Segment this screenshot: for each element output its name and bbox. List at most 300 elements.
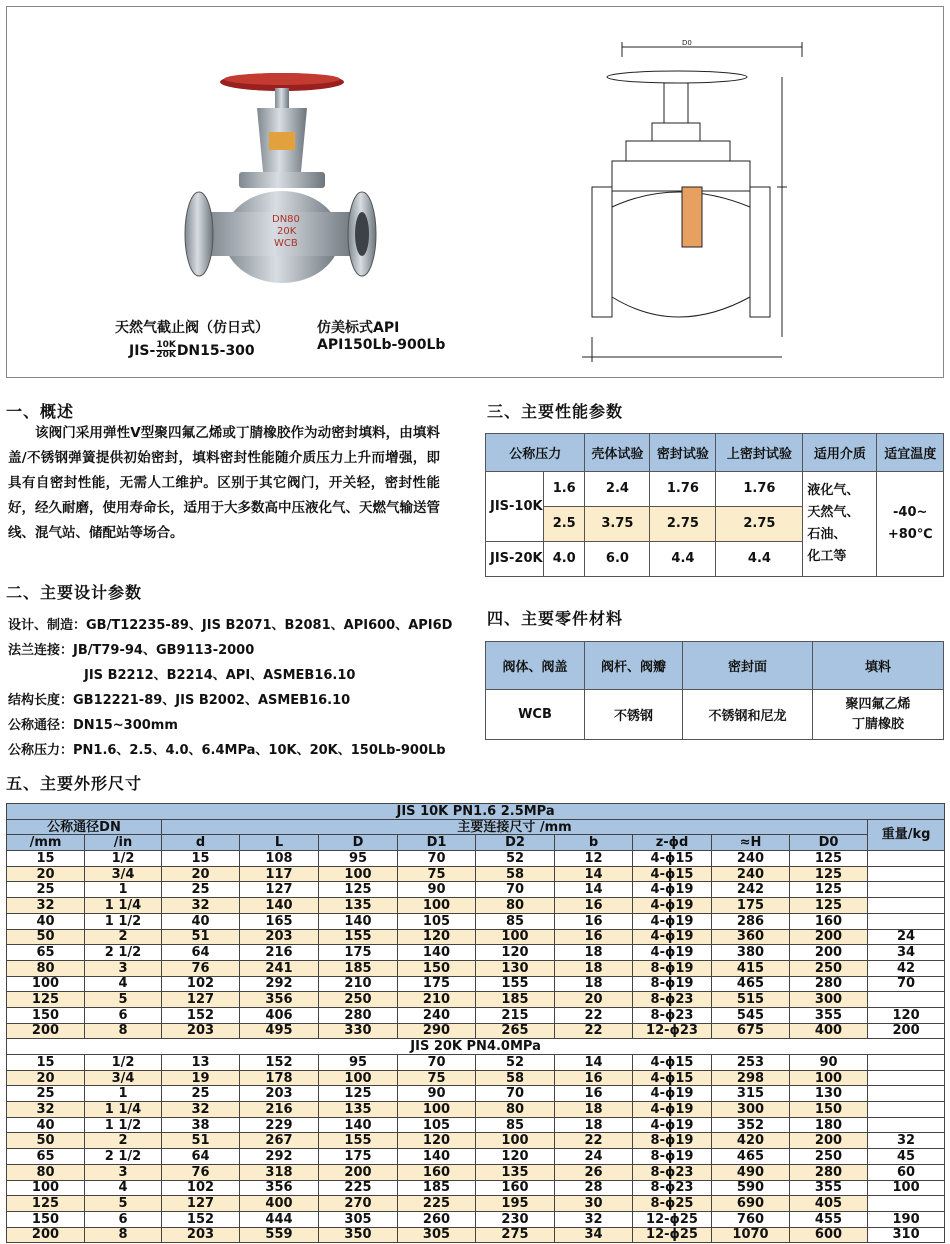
table-cell: 330 [319, 1023, 398, 1039]
table-cell: 28 [555, 1180, 633, 1196]
header-stem-disc: 阀杆、阀瓣 [585, 642, 683, 690]
parts-row [486, 690, 944, 740]
table-cell: 4-ϕ19 [633, 929, 712, 945]
subheader-cell: /in [85, 835, 162, 851]
table-cell: 24 [555, 1149, 633, 1165]
nominal-pressure-line: 公称压力：PN1.6、2.5、4.0、6.4MPa、10K、20K、150Lb-900Lb [8, 743, 446, 758]
table-cell: 50 [7, 1133, 85, 1149]
table-cell: 490 [712, 1164, 790, 1180]
dimensions-band-20k [7, 1039, 945, 1055]
table-cell: 203 [240, 929, 319, 945]
performance-row [486, 472, 944, 507]
table-cell: 105 [398, 1117, 476, 1133]
table-cell: 4-ϕ15 [633, 1055, 712, 1071]
table-cell: 2.75 [716, 506, 803, 541]
table-cell: 225 [319, 1180, 398, 1196]
table-cell: 2.5 [544, 506, 585, 541]
table-cell: 1 1/4 [85, 1102, 162, 1118]
table-cell: 8-ϕ19 [633, 976, 712, 992]
table-cell: 4 [85, 976, 162, 992]
table-cell: 100 [790, 1070, 868, 1086]
table-cell: 95 [319, 1055, 398, 1071]
table-cell: 215 [476, 1007, 555, 1023]
table-cell: 25 [7, 1086, 85, 1102]
table-cell: WCB [486, 690, 585, 740]
table-cell: 2.75 [650, 506, 716, 541]
table-cell: 100 [7, 1180, 85, 1196]
table-cell: 135 [319, 1102, 398, 1118]
table-cell: 286 [712, 913, 790, 929]
face-to-face-line: 结构长度：GB12221-89、JIS B2002、ASMEB16.10 [8, 693, 351, 708]
table-cell: 120 [398, 929, 476, 945]
table-row [7, 1227, 945, 1243]
table-row [7, 1086, 945, 1102]
medium-cell: 液化气、 天然气、 石油、 化工等 [803, 472, 877, 577]
table-cell: 318 [240, 1164, 319, 1180]
table-cell: 2.4 [585, 472, 650, 507]
table-cell: 216 [240, 1102, 319, 1118]
performance-header-row [486, 434, 944, 472]
table-cell: 2 [85, 929, 162, 945]
table-cell: 515 [712, 992, 790, 1008]
table-cell: 1 1/4 [85, 898, 162, 914]
parts-material-table [485, 641, 944, 740]
table-cell: 200 [319, 1164, 398, 1180]
table-cell: 4 [85, 1180, 162, 1196]
svg-text:20K: 20K [277, 226, 297, 237]
product-image-panel [6, 6, 944, 378]
table-cell: 95 [319, 851, 398, 867]
table-cell: 6.0 [585, 541, 650, 576]
flange-standard-line: 法兰连接：JB/T79-94、GB9113-2000 [8, 643, 255, 658]
table-row [7, 976, 945, 992]
header-temperature: 适宜温度 [877, 434, 944, 472]
table-cell: 150 [790, 1102, 868, 1118]
table-cell: 200 [790, 945, 868, 961]
header-weight: 重量/kg [868, 819, 945, 850]
table-cell: 203 [240, 1086, 319, 1102]
table-cell: 140 [398, 945, 476, 961]
table-cell: 1.76 [650, 472, 716, 507]
table-cell: 1/2 [85, 851, 162, 867]
table-cell: 52 [476, 851, 555, 867]
table-cell: 1 1/2 [85, 913, 162, 929]
table-row [7, 1196, 945, 1212]
table-cell: 4-ϕ19 [633, 1117, 712, 1133]
svg-text:DN80: DN80 [272, 214, 300, 225]
dimensions-body-20k [7, 1055, 945, 1243]
table-cell: 38 [162, 1117, 240, 1133]
table-cell: 65 [7, 1149, 85, 1165]
table-cell: 300 [790, 992, 868, 1008]
table-cell: 51 [162, 1133, 240, 1149]
table-cell: 70 [398, 1055, 476, 1071]
table-cell: 195 [476, 1196, 555, 1212]
table-cell: 16 [555, 913, 633, 929]
table-row [7, 945, 945, 961]
table-cell: 120 [476, 1149, 555, 1165]
table-cell: 6 [85, 1007, 162, 1023]
weight-cell [868, 1070, 945, 1086]
table-cell: 356 [240, 992, 319, 1008]
table-row [7, 1149, 945, 1165]
table-cell: 4.4 [716, 541, 803, 576]
table-cell: 175 [319, 1149, 398, 1165]
table-cell: 8 [85, 1023, 162, 1039]
table-cell: 75 [398, 866, 476, 882]
table-cell: 292 [240, 1149, 319, 1165]
dimensions-table [6, 803, 945, 1243]
table-cell: 240 [398, 1007, 476, 1023]
table-cell: 267 [240, 1133, 319, 1149]
dimensions-subheader-row [7, 835, 945, 851]
weight-cell [868, 851, 945, 867]
table-cell: 8-ϕ23 [633, 1180, 712, 1196]
table-cell: 20 [7, 1070, 85, 1086]
table-cell: 3/4 [85, 1070, 162, 1086]
weight-cell: 24 [868, 929, 945, 945]
table-cell: 18 [555, 1117, 633, 1133]
table-cell: 305 [398, 1227, 476, 1243]
table-cell: 125 [790, 851, 868, 867]
table-cell: 175 [712, 898, 790, 914]
table-cell: 1.76 [716, 472, 803, 507]
table-cell: 355 [790, 1007, 868, 1023]
table-cell: 200 [7, 1023, 85, 1039]
table-cell: 4-ϕ15 [633, 851, 712, 867]
table-cell: 155 [319, 1133, 398, 1149]
table-cell: 14 [555, 1055, 633, 1071]
table-cell: 25 [162, 882, 240, 898]
table-cell: 12 [555, 851, 633, 867]
table-cell: 4-ϕ19 [633, 1086, 712, 1102]
table-cell: 15 [7, 1055, 85, 1071]
table-cell: 260 [398, 1211, 476, 1227]
table-cell: 130 [476, 960, 555, 976]
band-row-10k [7, 804, 945, 820]
table-cell: 90 [398, 1086, 476, 1102]
table-cell: 125 [319, 1086, 398, 1102]
table-cell: 250 [319, 992, 398, 1008]
table-cell: 85 [476, 1117, 555, 1133]
table-row [7, 1117, 945, 1133]
weight-cell: 34 [868, 945, 945, 961]
table-cell: 125 [7, 992, 85, 1008]
header-nominal-diameter: 公称通径DN [7, 819, 162, 835]
table-row [7, 1023, 945, 1039]
table-cell: 75 [398, 1070, 476, 1086]
table-cell: 102 [162, 1180, 240, 1196]
band-title-10k: JIS 10K PN1.6 2.5MPa [7, 804, 945, 820]
weight-cell: 45 [868, 1149, 945, 1165]
table-cell: 305 [319, 1211, 398, 1227]
table-cell: 58 [476, 866, 555, 882]
header-nominal-pressure: 公称压力 [486, 434, 585, 472]
table-cell: 125 [790, 866, 868, 882]
subheader-cell: b [555, 835, 633, 851]
table-cell: 25 [7, 882, 85, 898]
table-cell: 420 [712, 1133, 790, 1149]
weight-cell: 100 [868, 1180, 945, 1196]
product-model-right: API150Lb-900Lb [317, 337, 446, 353]
dimensions-heading: 五、主要外形尺寸 [6, 774, 143, 793]
table-cell: 140 [240, 898, 319, 914]
weight-cell: 60 [868, 1164, 945, 1180]
table-row [7, 1164, 945, 1180]
table-cell: 125 [790, 898, 868, 914]
table-cell: 2 1/2 [85, 945, 162, 961]
table-cell: 12-ϕ25 [633, 1211, 712, 1227]
table-cell: 590 [712, 1180, 790, 1196]
table-cell: 350 [319, 1227, 398, 1243]
table-cell: 300 [712, 1102, 790, 1118]
table-cell: 2 1/2 [85, 1149, 162, 1165]
table-cell: 290 [398, 1023, 476, 1039]
table-row [7, 1102, 945, 1118]
table-cell: 155 [319, 929, 398, 945]
table-cell: 40 [7, 913, 85, 929]
table-cell: 160 [790, 913, 868, 929]
table-cell: 152 [162, 1211, 240, 1227]
table-cell: 155 [476, 976, 555, 992]
weight-cell [868, 992, 945, 1008]
weight-cell [868, 1055, 945, 1071]
group-label-20k: JIS-20K [486, 541, 544, 576]
table-cell: 253 [712, 1055, 790, 1071]
table-cell: 140 [398, 1149, 476, 1165]
table-row [7, 898, 945, 914]
subheader-cell: D [319, 835, 398, 851]
table-cell: 152 [240, 1055, 319, 1071]
table-cell: 225 [398, 1196, 476, 1212]
table-row [7, 960, 945, 976]
table-cell: 200 [790, 1133, 868, 1149]
table-cell: 152 [162, 1007, 240, 1023]
table-cell: 32 [7, 898, 85, 914]
table-cell: 8-ϕ19 [633, 1133, 712, 1149]
table-cell: 140 [319, 913, 398, 929]
table-cell: 12-ϕ25 [633, 1227, 712, 1243]
table-row [7, 882, 945, 898]
table-cell: 16 [555, 898, 633, 914]
table-row [7, 1133, 945, 1149]
weight-cell [868, 898, 945, 914]
performance-heading: 三、主要性能参数 [487, 402, 624, 421]
weight-cell [868, 1086, 945, 1102]
weight-cell: 32 [868, 1133, 945, 1149]
table-cell: 280 [319, 1007, 398, 1023]
weight-cell [868, 1102, 945, 1118]
product-caption-right: 仿美标式API [317, 320, 400, 336]
subheader-cell: L [240, 835, 319, 851]
table-cell: 380 [712, 945, 790, 961]
table-cell: 8-ϕ23 [633, 1164, 712, 1180]
header-shell-test: 壳体试验 [585, 434, 650, 472]
table-cell: 4-ϕ19 [633, 913, 712, 929]
table-cell: 32 [162, 1102, 240, 1118]
nameplate-icon [269, 132, 295, 150]
header-seat-face: 密封面 [683, 642, 813, 690]
table-cell: 160 [476, 1180, 555, 1196]
table-cell: 8-ϕ25 [633, 1196, 712, 1212]
table-cell: 280 [790, 976, 868, 992]
table-cell: 不锈钢 [585, 690, 683, 740]
subheader-cell: D1 [398, 835, 476, 851]
table-cell: 178 [240, 1070, 319, 1086]
table-cell: 465 [712, 1149, 790, 1165]
table-cell: 1 [85, 1086, 162, 1102]
table-cell: 356 [240, 1180, 319, 1196]
weight-cell [868, 866, 945, 882]
table-cell: 100 [319, 1070, 398, 1086]
subheader-cell: ≈H [712, 835, 790, 851]
group-label-10k: JIS-10K [486, 472, 544, 542]
table-cell: 265 [476, 1023, 555, 1039]
table-cell: 125 [790, 882, 868, 898]
table-cell: 125 [7, 1196, 85, 1212]
table-cell: 70 [476, 882, 555, 898]
weight-cell: 42 [868, 960, 945, 976]
parts-material-heading: 四、主要零件材料 [487, 609, 624, 628]
table-cell: 127 [162, 1196, 240, 1212]
table-cell: 30 [555, 1196, 633, 1212]
table-cell: 105 [398, 913, 476, 929]
valve-photo [177, 62, 377, 312]
table-cell: 230 [476, 1211, 555, 1227]
table-cell: 13 [162, 1055, 240, 1071]
overview-heading: 一、概述 [6, 402, 75, 421]
table-cell: 18 [555, 945, 633, 961]
band-title-20k: JIS 20K PN4.0MPa [7, 1039, 945, 1055]
table-cell: 58 [476, 1070, 555, 1086]
table-cell: 275 [476, 1227, 555, 1243]
table-row [7, 1007, 945, 1023]
table-cell: 160 [398, 1164, 476, 1180]
table-cell: 80 [7, 1164, 85, 1180]
table-cell: 80 [476, 898, 555, 914]
table-cell: 280 [790, 1164, 868, 1180]
table-cell: 240 [712, 851, 790, 867]
table-cell: 20 [7, 866, 85, 882]
table-cell: 100 [7, 976, 85, 992]
table-cell: 6 [85, 1211, 162, 1227]
header-body-bonnet: 阀体、阀盖 [486, 642, 585, 690]
table-cell: 210 [319, 976, 398, 992]
table-cell: 216 [240, 945, 319, 961]
table-cell: 130 [790, 1086, 868, 1102]
flange-standard-line-2: JIS B2212、B2214、API、ASMEB16.10 [84, 668, 356, 683]
weight-cell: 310 [868, 1227, 945, 1243]
subheader-cell: d [162, 835, 240, 851]
table-cell: 120 [476, 945, 555, 961]
parts-header-row [486, 642, 944, 690]
table-cell: 100 [398, 898, 476, 914]
table-cell: 18 [555, 976, 633, 992]
table-cell: 85 [476, 913, 555, 929]
weight-cell [868, 1117, 945, 1133]
table-cell: 165 [240, 913, 319, 929]
table-cell: 5 [85, 992, 162, 1008]
table-cell: 3.75 [585, 506, 650, 541]
table-cell: 352 [712, 1117, 790, 1133]
table-cell: 34 [555, 1227, 633, 1243]
svg-text:WCB: WCB [274, 238, 298, 249]
table-cell: 52 [476, 1055, 555, 1071]
table-cell: 4-ϕ19 [633, 882, 712, 898]
table-cell: 8-ϕ23 [633, 992, 712, 1008]
table-cell: 465 [712, 976, 790, 992]
table-cell: 185 [319, 960, 398, 976]
band-row-20k [7, 1039, 945, 1055]
table-cell: 100 [476, 929, 555, 945]
table-cell: 185 [398, 1180, 476, 1196]
design-params-heading: 二、主要设计参数 [6, 583, 143, 602]
table-cell: 76 [162, 1164, 240, 1180]
table-row [7, 1055, 945, 1071]
table-cell: 180 [790, 1117, 868, 1133]
table-cell: 242 [712, 882, 790, 898]
table-cell: 3/4 [85, 866, 162, 882]
table-cell: 127 [162, 992, 240, 1008]
table-cell: 50 [7, 929, 85, 945]
table-cell: 292 [240, 976, 319, 992]
table-cell: 241 [240, 960, 319, 976]
table-cell: 5 [85, 1196, 162, 1212]
nominal-diameter-line: 公称通径：DN15~300mm [8, 718, 178, 733]
table-cell: 4-ϕ19 [633, 945, 712, 961]
header-connection-dims: 主要连接尺寸 /mm [162, 819, 868, 835]
dimensions-header-row [7, 819, 945, 835]
overview-paragraph: 该阀门采用弹性V型聚四氟乙烯或丁腈橡胶作为动密封填料，由填料盖/不锈钢弹簧提供初始密封，填料密封性能随介质压力上升而增强，即具有自密封性能，无需人工维护。区别于其它阀门，开关轻，密封性能好，经久耐磨，使用寿命长，适用于大多数高中压液化气、天燃气输送管线、混气站、储配站等场合。 [8, 425, 440, 541]
table-cell: 150 [7, 1007, 85, 1023]
table-cell: 203 [162, 1227, 240, 1243]
subheader-cell: /mm [7, 835, 85, 851]
table-cell: 400 [790, 1023, 868, 1039]
table-cell: 16 [555, 1070, 633, 1086]
table-cell: 298 [712, 1070, 790, 1086]
product-model-left: JIS- $\frac{10K}{20K}$ DN15-300 [129, 340, 255, 360]
table-cell: 229 [240, 1117, 319, 1133]
table-cell: 150 [7, 1211, 85, 1227]
table-cell: 135 [319, 898, 398, 914]
table-cell: 108 [240, 851, 319, 867]
table-cell: 70 [476, 1086, 555, 1102]
table-cell: 175 [319, 945, 398, 961]
table-cell: 16 [555, 929, 633, 945]
table-cell: 8 [85, 1227, 162, 1243]
table-row [7, 992, 945, 1008]
table-cell: 22 [555, 1007, 633, 1023]
table-cell: 150 [398, 960, 476, 976]
table-cell: 315 [712, 1086, 790, 1102]
table-cell: 80 [476, 1102, 555, 1118]
table-cell: 1 [85, 882, 162, 898]
table-cell: 14 [555, 866, 633, 882]
table-cell: 545 [712, 1007, 790, 1023]
table-cell: 不锈钢和尼龙 [683, 690, 813, 740]
header-medium: 适用介质 [803, 434, 877, 472]
table-cell: 100 [476, 1133, 555, 1149]
table-cell: 15 [162, 851, 240, 867]
table-cell: 125 [319, 882, 398, 898]
table-cell: 4.4 [650, 541, 716, 576]
table-cell: 64 [162, 1149, 240, 1165]
table-cell: 117 [240, 866, 319, 882]
table-cell: 64 [162, 945, 240, 961]
table-cell: 70 [398, 851, 476, 867]
table-cell: 4.0 [544, 541, 585, 576]
subheader-cell: D0 [790, 835, 868, 851]
